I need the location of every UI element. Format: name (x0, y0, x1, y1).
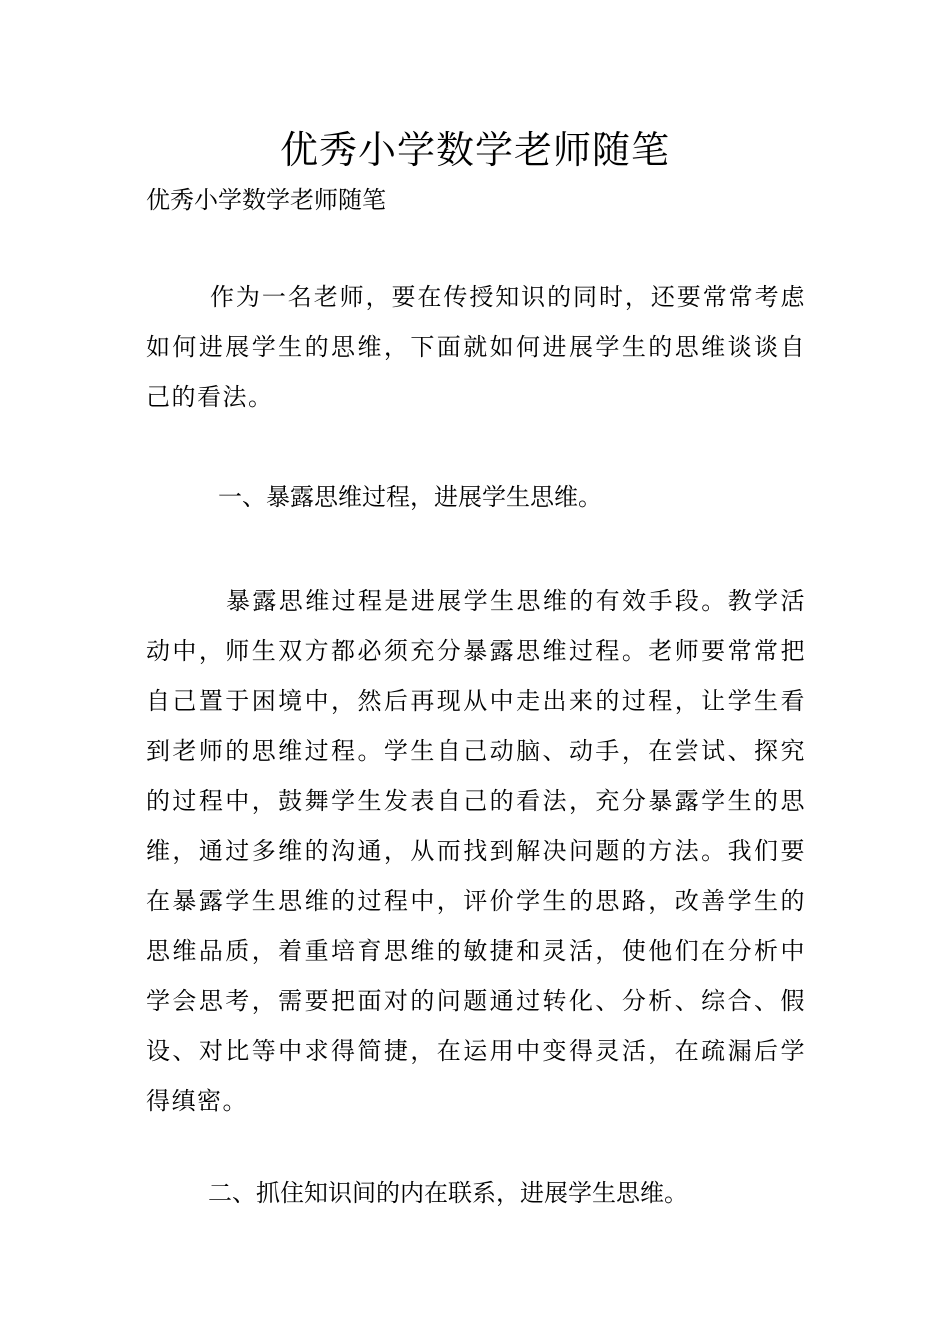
section-1-paragraph: 暴露思维过程是进展学生思维的有效手段。教学活动中，师生双方都必须充分暴露思维过程。老师要常常把自己置于困境中，然后再现从中走出来的过程，让学生看到老师的思维过程。学生自己动脑、动手，在尝试、探究的过程中，鼓舞学生发表自己的看法，充分暴露学生的思维，通过多维的沟通，从而找到解决问题的方法。我们要在暴露学生思维的过程中，评价学生的思路，改善学生的思维品质，着重培育思维的敏捷和灵活，使他们在分析中学会思考，需要把面对的问题通过转化、分析、综合、假设、对比等中求得简捷，在运用中变得灵活，在疏漏后学得缜密。 (146, 587, 806, 1115)
section-2-heading: 二、抓住知识间的内在联系，进展学生思维。 (208, 1179, 688, 1207)
document-subtitle: 优秀小学数学老师随笔 (146, 186, 386, 214)
document-title: 优秀小学数学老师随笔 (279, 128, 670, 172)
section-1-heading: 一、暴露思维过程，进展学生思维。 (218, 483, 602, 511)
intro-paragraph: 作为一名老师，要在传授知识的同时，还要常常考虑如何进展学生的思维，下面就如何进展学生的思维谈谈自己的看法。 (146, 283, 806, 411)
